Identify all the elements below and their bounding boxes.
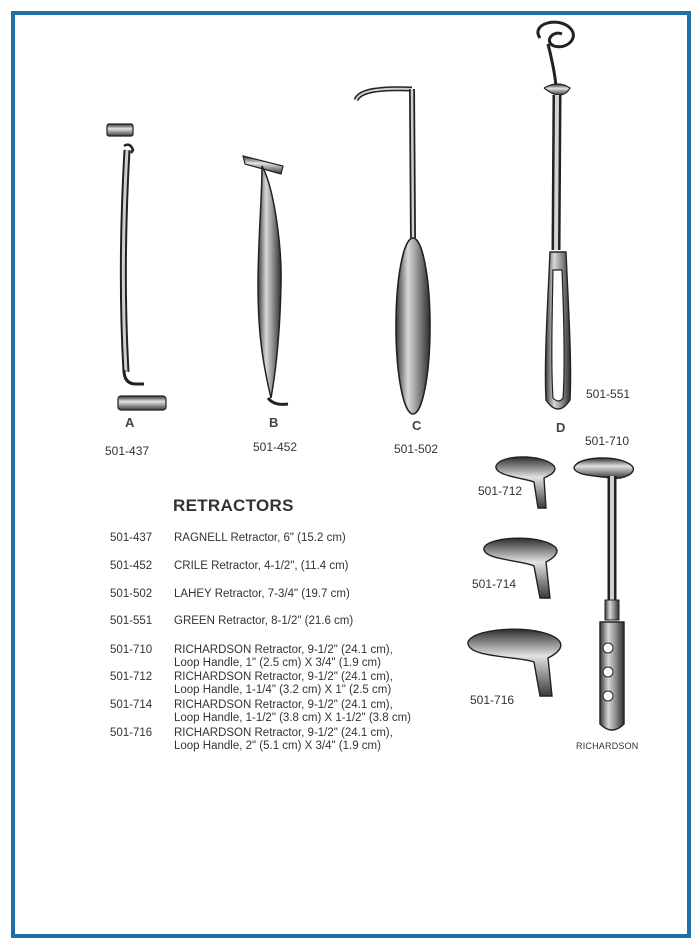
item-desc: LAHEY Retractor, 7-3/4" (19.7 cm) <box>174 588 350 600</box>
item-desc: RICHARDSON Retractor, 9-1/2" (24.1 cm), <box>174 644 393 656</box>
item-desc: RICHARDSON Retractor, 9-1/2" (24.1 cm), <box>174 727 393 739</box>
item-desc: RAGNELL Retractor, 6" (15.2 cm) <box>174 532 346 544</box>
figure-code-c: 501-502 <box>394 442 439 456</box>
richardson-label: RICHARDSON <box>576 741 639 751</box>
figure-code-d: 501-551 <box>586 387 631 401</box>
richardson-code-716: 501-716 <box>470 693 515 707</box>
item-desc: CRILE Retractor, 4-1/2", (11.4 cm) <box>174 560 349 572</box>
figure-letter-b: B <box>269 415 279 430</box>
item-desc-line2: Loop Handle, 1-1/4" (3.2 cm) X 1" (2.5 cm) <box>174 684 392 696</box>
page-title: RETRACTORS <box>173 496 294 515</box>
item-desc: RICHARDSON Retractor, 9-1/2" (24.1 cm), <box>174 671 393 683</box>
item-desc-line2: Loop Handle, 2" (5.1 cm) X 3/4" (1.9 cm) <box>174 740 381 752</box>
figure-code-b: 501-452 <box>253 440 298 454</box>
item-code: 501-714 <box>110 699 153 711</box>
item-desc-line2: Loop Handle, 1" (2.5 cm) X 3/4" (1.9 cm) <box>174 657 381 669</box>
item-code: 501-452 <box>110 560 153 572</box>
lahey-retractor-drawing <box>356 89 430 414</box>
item-desc: GREEN Retractor, 8-1/2" (21.6 cm) <box>174 615 354 627</box>
blade-501-712-drawing <box>496 457 555 508</box>
figure-code-a: 501-437 <box>105 444 150 458</box>
item-code: 501-712 <box>110 671 153 683</box>
figure-letter-d: D <box>556 420 566 435</box>
item-desc-line2: Loop Handle, 1-1/2" (3.8 cm) X 1-1/2" (3.8 cm) <box>174 712 411 724</box>
item-code: 501-551 <box>110 615 153 627</box>
item-code: 501-710 <box>110 644 153 656</box>
richardson-code-710: 501-710 <box>585 434 630 448</box>
richardson-code-714: 501-714 <box>472 577 517 591</box>
crile-retractor-drawing <box>243 156 288 404</box>
item-code: 501-437 <box>110 532 153 544</box>
richardson-retractor-drawing <box>574 458 633 730</box>
item-desc: RICHARDSON Retractor, 9-1/2" (24.1 cm), <box>174 699 393 711</box>
figure-letter-c: C <box>412 418 422 433</box>
item-code: 501-502 <box>110 588 153 600</box>
ragnell-retractor-drawing <box>107 124 166 410</box>
green-retractor-drawing <box>538 22 574 409</box>
richardson-code-712: 501-712 <box>478 484 523 498</box>
item-code: 501-716 <box>110 727 153 739</box>
figure-letter-a: A <box>125 415 135 430</box>
blade-501-716-drawing <box>468 629 561 696</box>
